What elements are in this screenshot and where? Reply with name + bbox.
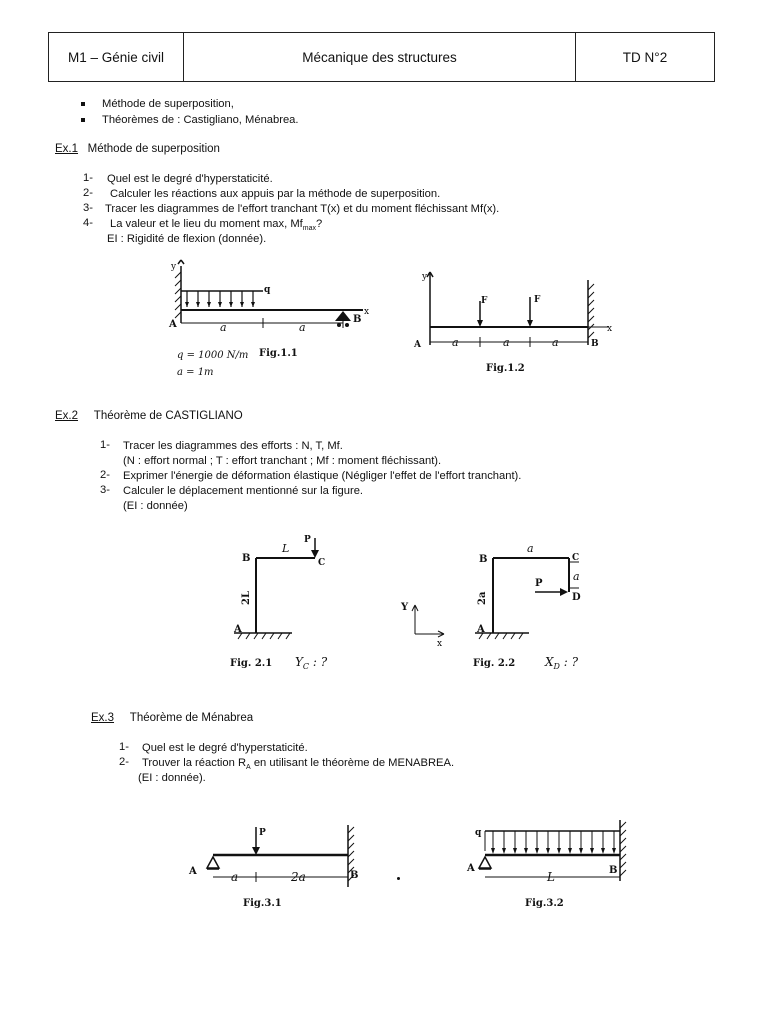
fig-1-1-q-value: q = 1000 N/m — [177, 350, 249, 361]
ex1-item-num: 4- — [83, 217, 93, 229]
fig-2-1-P: P — [304, 535, 311, 545]
ex2-number: Ex.2 — [55, 410, 79, 422]
fig-3-1-caption: Fig.3.1 — [243, 898, 282, 909]
fig-3-1-B: B — [350, 870, 359, 881]
fig-3-1 — [183, 815, 363, 910]
bullet-icon — [81, 102, 85, 106]
ex1-note: EI : Rigidité de flexion (donnée). — [107, 233, 267, 245]
fig-2-2-a-top: a — [527, 542, 534, 555]
ex1-item-3: Tracer les diagrammes de l'effort tranchant T(x) et du moment fléchissant Mf(x). — [105, 203, 500, 215]
ex3-item-1: Quel est le degré d'hyperstaticité. — [142, 742, 308, 754]
fig-1-2-B: B — [591, 339, 599, 349]
fig-1-1-span-a: a — [220, 321, 227, 334]
ex2-item-3: Calculer le déplacement mentionné sur la figure. — [123, 485, 364, 497]
fig-2-2-axis-x: x — [437, 639, 443, 649]
fig-1-1-span-b: a — [299, 321, 306, 334]
bullet-icon — [81, 118, 85, 122]
ex3-title: Théorème de Ménabrea — [129, 712, 254, 724]
intro-bullet-1: Méthode de superposition, — [102, 98, 234, 110]
ex2-item-num: 3- — [100, 484, 110, 496]
header-table — [48, 32, 715, 82]
ex1-number: Ex.1 — [55, 143, 79, 155]
fig-2-2-target-after: : ? — [559, 655, 579, 669]
ex3-heading — [91, 712, 253, 724]
fig-2-1-target-after: : ? — [309, 655, 328, 669]
fig-3-2-A: A — [467, 863, 475, 874]
ex3-item-2-after: en utilisant le théorème de MENABREA. — [250, 757, 455, 769]
fig-3-1-A: A — [189, 866, 197, 877]
ex1-item-num: 3- — [83, 202, 93, 214]
fig-1-2 — [410, 265, 615, 377]
fig-1-2-F1: F — [481, 296, 488, 306]
ex1-heading — [55, 143, 220, 155]
ex1-item-4-after: ? — [316, 218, 323, 230]
fig-2-1-target-sub: C — [302, 662, 310, 671]
fig-2-1-B: B — [242, 553, 251, 564]
ex2-item-num: 1- — [100, 439, 110, 451]
fig-1-1-x: x — [364, 307, 370, 317]
fig-2-1-A: A — [234, 624, 242, 635]
fig-2-1-caption: Fig. 2.1 — [230, 658, 273, 669]
ex1-item-4-text: La valeur et le lieu du moment max, Mf — [110, 218, 303, 230]
ex2-item-num: 2- — [100, 469, 110, 481]
ex3-item-2-sub: A — [246, 764, 251, 772]
intro-bullet-2: Théorèmes de : Castigliano, Ménabrea. — [102, 114, 299, 126]
fig-1-2-x: x — [607, 324, 613, 334]
ex1-item-num: 1- — [83, 172, 93, 184]
fig-3-2-L: L — [547, 870, 555, 884]
fig-1-1-caption: Fig.1.1 — [259, 348, 298, 359]
fig-2-1-h: 2L — [241, 591, 252, 605]
fig-2-2-target-letter: X — [545, 655, 554, 669]
fig-1-1 — [163, 258, 373, 380]
ex1-item-1: Quel est le degré d'hyperstaticité. — [107, 173, 273, 185]
td-cell: TD N°2 — [622, 49, 668, 65]
fig-2-2-C: C — [572, 553, 580, 563]
ex2-heading — [55, 410, 243, 422]
fig-1-1-q: q — [264, 285, 271, 295]
fig-2-1-target — [295, 655, 328, 671]
fig-3-2-caption: Fig.3.2 — [525, 898, 564, 909]
fig-2-1-target-letter: Y — [295, 655, 303, 669]
fig-2-2-A: A — [477, 624, 485, 635]
ex3-item-num: 1- — [119, 741, 129, 753]
fig-1-2-a1: a — [452, 336, 459, 349]
fig-3-1-2a: 2a — [291, 870, 306, 884]
fig-2-2-B: B — [479, 554, 488, 565]
fig-1-2-y: y — [422, 272, 428, 282]
fig-1-1-a-value: a = 1m — [177, 367, 214, 378]
fig-3-2 — [465, 815, 635, 910]
fig-2-1-L: L — [282, 542, 290, 555]
ex3-note: (EI : donnée). — [138, 772, 206, 784]
fig-2-2-a-side: a — [573, 570, 580, 583]
ex2-title: Théorème de CASTIGLIANO — [93, 410, 243, 422]
separator-dot — [397, 877, 400, 880]
ex1-item-2: Calculer les réactions aux appuis par la méthode de superposition. — [110, 188, 441, 200]
fig-2-2-axis-y: Y — [401, 602, 409, 613]
ex2-item-1b: (N : effort normal ; T : effort tranchant ; Mf : moment fléchissant). — [123, 455, 442, 467]
ex3-item-num: 2- — [119, 756, 129, 768]
fig-2-2-target — [544, 655, 579, 671]
fig-2-2-caption: Fig. 2.2 — [473, 658, 516, 669]
ex1-item-4-sub: max — [302, 225, 316, 233]
course-cell: M1 – Génie civil — [49, 33, 184, 81]
fig-2-2-D: D — [572, 592, 581, 603]
ex2-item-1: Tracer les diagrammes des efforts : N, T, Mf. — [123, 440, 343, 452]
fig-1-2-a2: a — [503, 336, 510, 349]
ex3-item-2-text: Trouver la réaction R — [142, 757, 247, 769]
ex2-note: (EI : donnée) — [123, 500, 188, 512]
fig-2-1 — [222, 530, 342, 675]
fig-1-1-y: y — [171, 262, 177, 272]
subject-cell: Mécanique des structures — [184, 33, 576, 81]
ex1-title: Méthode de superposition — [87, 143, 220, 155]
fig-2-1-C: C — [318, 558, 326, 568]
fig-2-2-h: 2a — [477, 591, 488, 605]
fig-1-2-F2: F — [534, 295, 541, 305]
ex2-item-2: Exprimer l'énergie de déformation élastique (Négliger l'effet de l'effort tranchant). — [123, 470, 522, 482]
ex3-number: Ex.3 — [91, 712, 115, 724]
fig-3-1-P: P — [259, 828, 266, 838]
fig-1-2-caption: Fig.1.2 — [486, 363, 525, 374]
fig-1-2-A: A — [414, 340, 421, 350]
fig-2-2-target-sub: D — [553, 662, 560, 671]
fig-3-2-B: B — [609, 865, 618, 876]
fig-3-1-a: a — [231, 870, 239, 884]
ex1-item-num: 2- — [83, 187, 93, 199]
fig-1-2-a3: a — [552, 336, 559, 349]
fig-3-2-q: q — [475, 828, 482, 838]
fig-1-1-B: B — [353, 314, 362, 325]
fig-2-2-P: P — [535, 578, 543, 589]
fig-1-1-A: A — [169, 319, 177, 330]
fig-2-2 — [395, 540, 605, 675]
